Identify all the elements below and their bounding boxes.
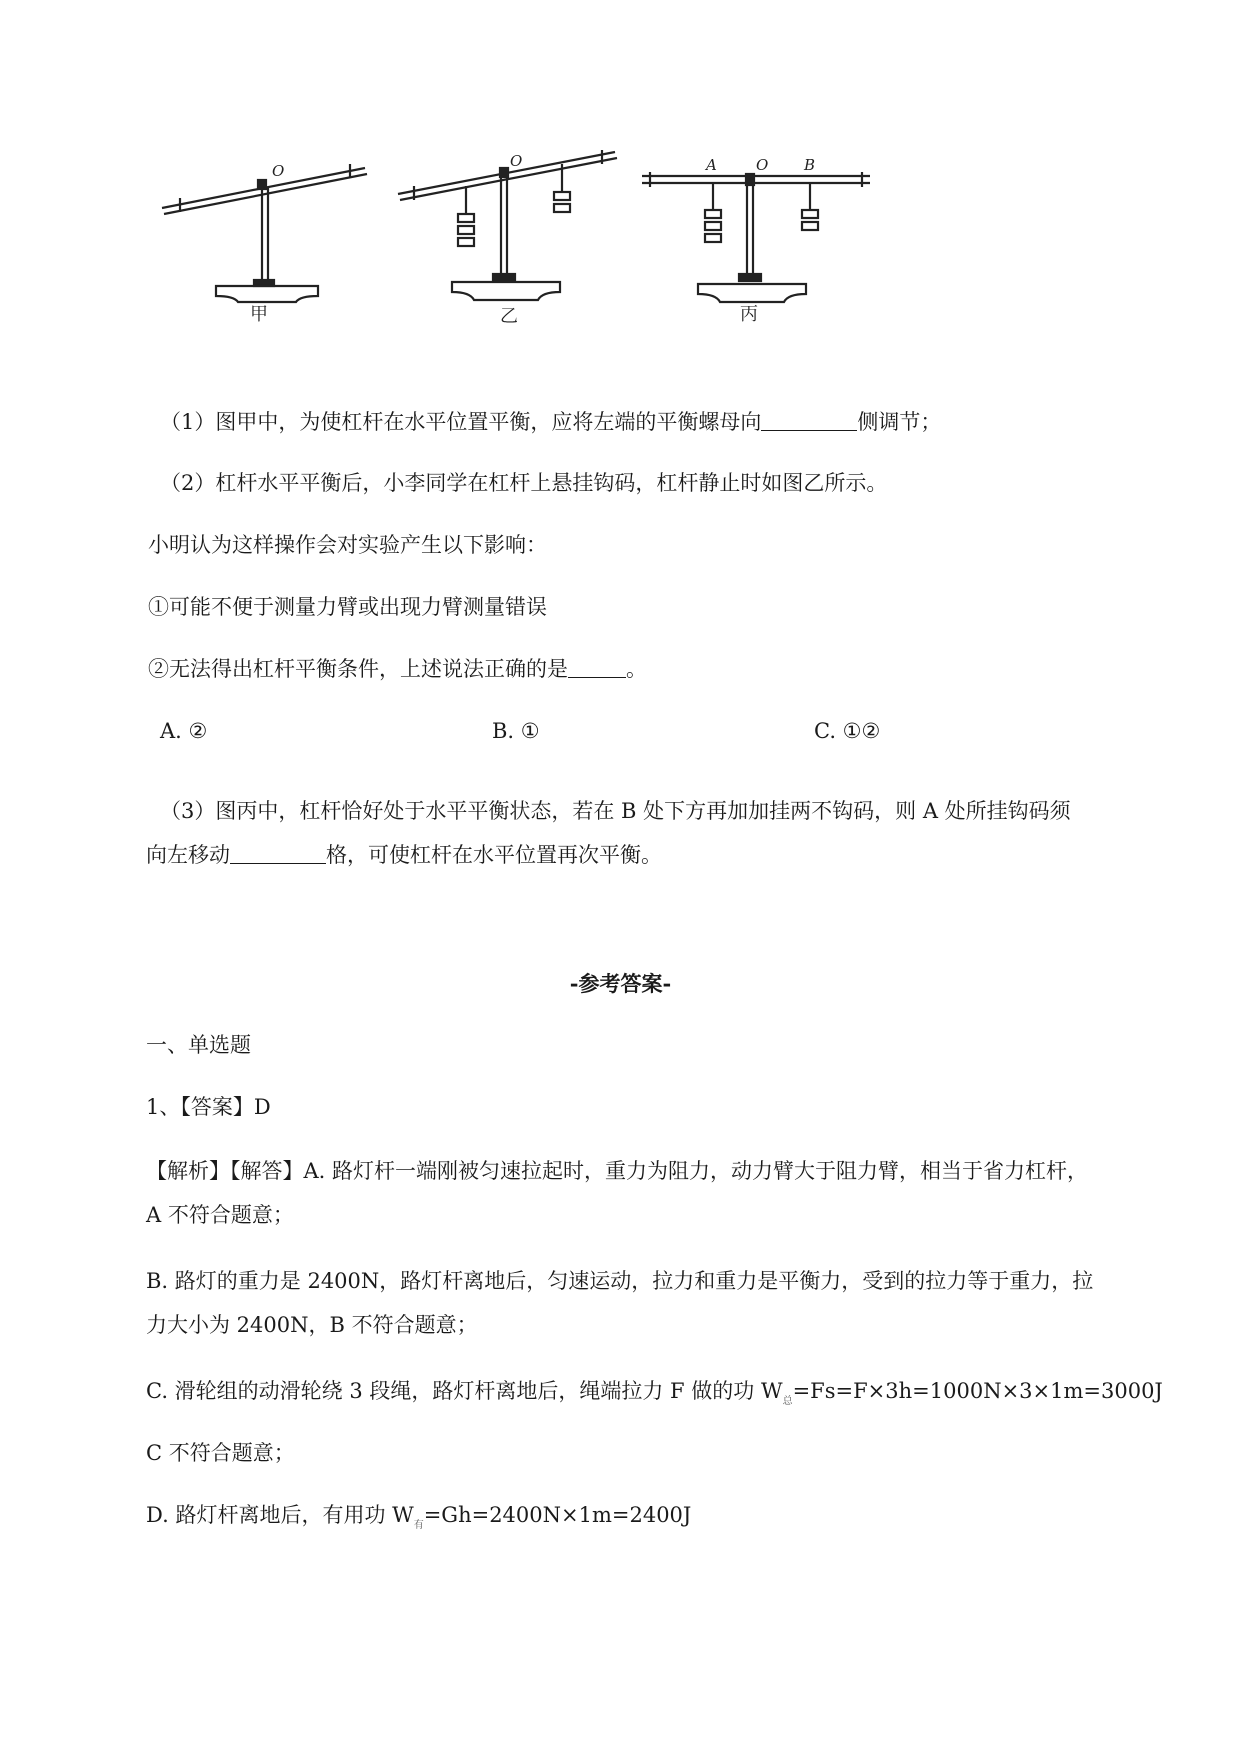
lever-setup-jia	[162, 164, 367, 302]
figure-caption-jia: 甲	[250, 304, 268, 325]
answer-key-title: -参考答案-	[569, 971, 672, 996]
pivot-label-o-yi: O	[510, 152, 523, 170]
figure-caption-bing: 丙	[740, 304, 758, 325]
analysis-a-line2: A 不符合题意；	[146, 1203, 294, 1227]
analysis-a-line1: 【解析】【解答】A. 路灯杆一端刚被匀速拉起时，重力为阻力，动力臂大于阻力臂，相当于省力杠杆，	[146, 1159, 1089, 1183]
option-c: C. ①②	[814, 719, 881, 743]
effect-1: ①可能不便于测量力臂或出现力臂测量错误	[148, 595, 547, 619]
answer-blank-1	[761, 408, 857, 431]
analysis-d-line1: D. 路灯杆离地后，有用功 $W_有=Gh=2400N\times 1m=2400J$	[146, 1503, 692, 1531]
point-label-a: A	[706, 156, 717, 174]
answer-blank-3	[230, 841, 326, 864]
analysis-c-line2: C 不符合题意；	[146, 1441, 295, 1465]
point-label-b: B	[804, 156, 816, 174]
pivot-label-o-jia: O	[272, 162, 285, 180]
analysis-c-line1: C. 滑轮组的动滑轮绕 3 段绳，路灯杆离地后，绳端拉力 F 做的功 $W_总=Fs=F\times 3h=1000N\times 3\times 1m=3000J$	[146, 1379, 1163, 1407]
question-part1: （1）图甲中，为使杠杆在水平位置平衡，应将左端的平衡螺母向 侧调节；	[160, 410, 942, 434]
lever-diagram	[150, 150, 990, 370]
lever-experiment-figure	[150, 150, 990, 370]
figure-caption-yi: 乙	[500, 306, 518, 327]
section-heading: 一、单选题	[146, 1033, 251, 1057]
lever-setup-yi	[398, 150, 617, 300]
question-part3-line1: （3）图丙中，杠杆恰好处于水平平衡状态，若在 B 处下方再加加挂两不钩码，则 A 处所挂钩码须	[160, 799, 1071, 823]
option-a: A. ②	[160, 719, 208, 743]
answer-1: 1、【答案】D	[146, 1095, 271, 1119]
answer-blank-2	[568, 655, 626, 678]
analysis-b-line1: B. 路灯的重力是 2400N，路灯杆离地后，匀速运动，拉力和重力是平衡力，受到的拉力等于重力，拉	[146, 1269, 1094, 1293]
option-b: B. ①	[492, 719, 540, 743]
pivot-label-o-bing: O	[756, 156, 769, 174]
analysis-b-line2: 力大小为 2400N，B 不符合题意；	[146, 1313, 478, 1337]
question-part3-line2: 向左移动 格，可使杠杆在水平位置再次平衡。	[146, 843, 662, 867]
lever-setup-bing	[642, 172, 870, 302]
question-part2-intro: 小明认为这样操作会对实验产生以下影响：	[148, 533, 547, 557]
question-part2: （2）杠杆水平平衡后，小李同学在杠杆上悬挂钩码，杠杆静止时如图乙所示。	[160, 471, 888, 495]
effect-2: ②无法得出杠杆平衡条件，上述说法正确的是 。	[148, 657, 647, 681]
